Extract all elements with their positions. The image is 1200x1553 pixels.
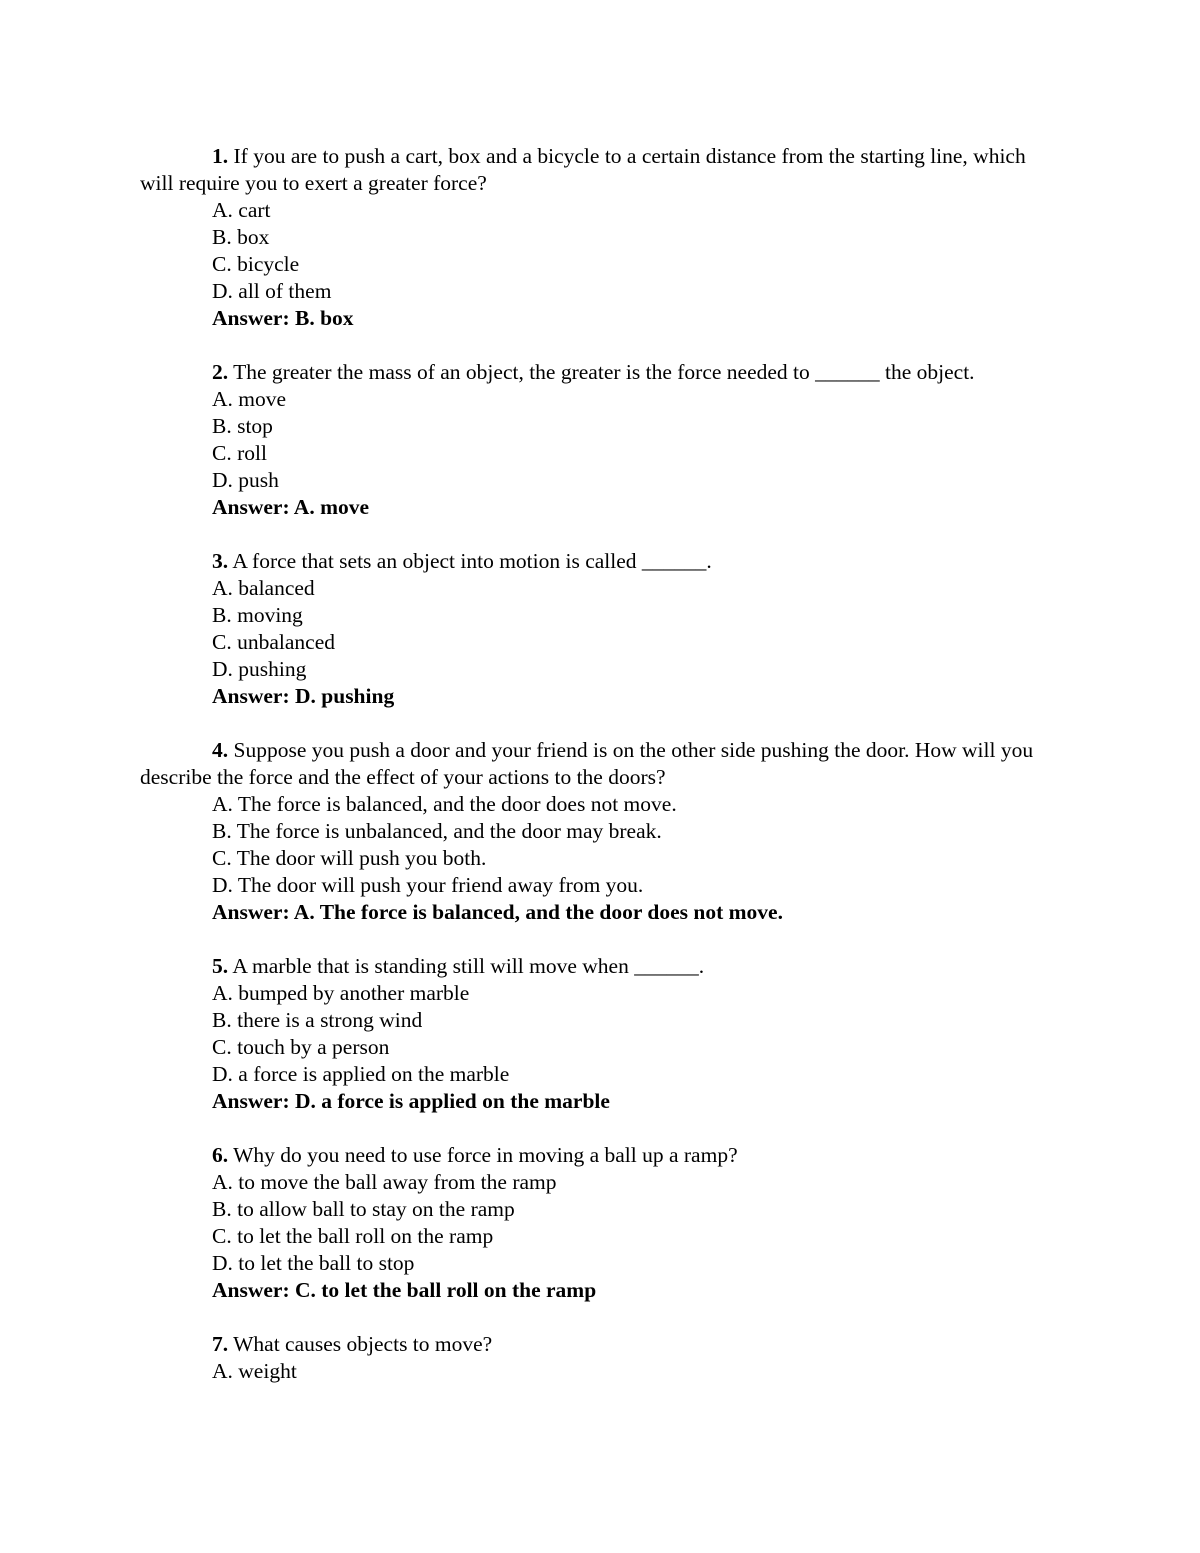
question-stem: The greater the mass of an object, the greater is the force needed to ______ the object. [228,360,975,384]
question-text [140,359,1060,386]
question-stem: A force that sets an object into motion is called ______. [228,549,712,573]
document-page [140,143,1060,1412]
question-stem: A marble that is standing still will move when ______. [228,954,705,978]
option-c: C. bicycle [212,252,300,276]
answer: Answer: B. box [212,306,354,330]
option-d: D. push [212,468,279,492]
option-a: A. weight [212,1359,297,1383]
answer: Answer: A. The force is balanced, and the door does not move. [212,900,783,924]
option-b: B. The force is unbalanced, and the door may break. [212,819,662,843]
question-text [140,548,1060,575]
question-number: 6. [212,1143,229,1167]
option-c: C. roll [212,441,267,465]
option-b: B. moving [212,603,303,627]
question-text [140,953,1060,980]
question-number: 4. [212,738,229,762]
option-b: B. box [212,225,270,249]
option-a: A. cart [212,198,271,222]
question-text [140,1331,1060,1358]
option-a: A. The force is balanced, and the door does not move. [212,792,677,816]
question-6 [140,1142,1060,1304]
question-number: 7. [212,1332,229,1356]
question-stem: What causes objects to move? [228,1332,493,1356]
question-5 [140,953,1060,1115]
question-number: 1. [212,144,229,168]
option-b: B. there is a strong wind [212,1008,423,1032]
option-b: B. to allow ball to stay on the ramp [212,1197,515,1221]
question-number: 5. [212,954,229,978]
option-d: D. a force is applied on the marble [212,1062,510,1086]
answer: Answer: D. a force is applied on the marble [212,1089,610,1113]
question-2 [140,359,1060,521]
option-d: D. to let the ball to stop [212,1251,415,1275]
option-b: B. stop [212,414,273,438]
question-text [140,143,1060,197]
question-text [140,737,1060,791]
question-number: 2. [212,360,229,384]
option-c: C. unbalanced [212,630,335,654]
question-stem: If you are to push a cart, box and a bicycle to a certain distance from the starting line, which will require you to exert a greater force? [140,144,1026,195]
question-stem: Suppose you push a door and your friend is on the other side pushing the door. How will you describe the force and the effect of your actions to the doors? [140,738,1034,789]
option-d: D. all of them [212,279,332,303]
question-1 [140,143,1060,332]
option-c: C. to let the ball roll on the ramp [212,1224,494,1248]
question-7 [140,1331,1060,1385]
option-c: C. touch by a person [212,1035,390,1059]
option-d: D. The door will push your friend away from you. [212,873,644,897]
question-number: 3. [212,549,229,573]
question-4 [140,737,1060,926]
option-a: A. bumped by another marble [212,981,470,1005]
option-a: A. balanced [212,576,315,600]
option-c: C. The door will push you both. [212,846,487,870]
question-3 [140,548,1060,710]
question-stem: Why do you need to use force in moving a ball up a ramp? [228,1143,738,1167]
option-d: D. pushing [212,657,307,681]
answer: Answer: A. move [212,495,370,519]
question-text [140,1142,1060,1169]
option-a: A. move [212,387,287,411]
answer: Answer: D. pushing [212,684,395,708]
answer: Answer: C. to let the ball roll on the ramp [212,1278,597,1302]
option-a: A. to move the ball away from the ramp [212,1170,557,1194]
